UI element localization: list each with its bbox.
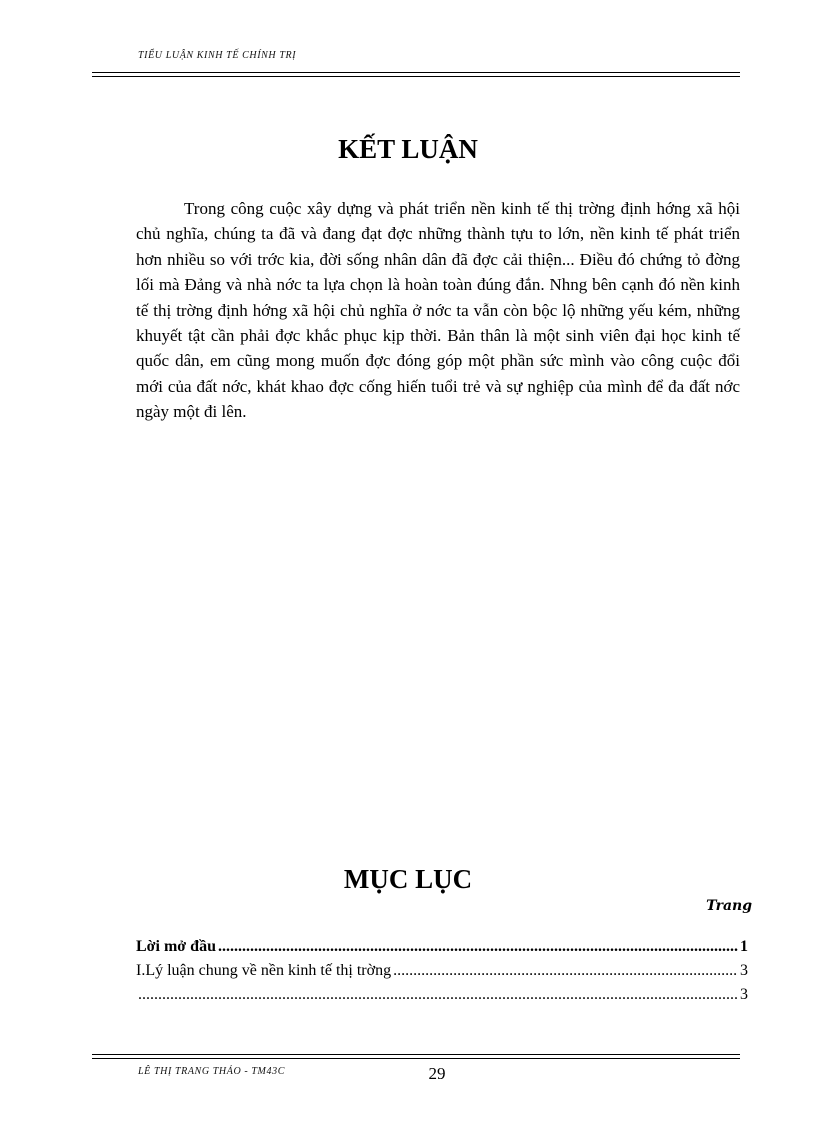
footer-text: LÊ THỊ TRANG THẢO - TM43C xyxy=(138,1066,285,1077)
footer-rule-bottom xyxy=(92,1058,740,1059)
toc-entry-label: I.Lý luận chung về nền kinh tế thị trờng xyxy=(136,962,392,979)
toc-title: MỤC LỤC xyxy=(343,864,473,894)
toc-entry-label: Lời mở đầu xyxy=(136,938,216,955)
conclusion-paragraph: Trong công cuộc xây dựng và phát triển nền kinh tế thị trờng định hớng xã hội chủ nghĩa, chúng ta đã và đang đạt đợc những thành tựu to lớn, nền kinh tế phát triển hơn nhiều so với trớc kia, đời sống nhân dân đã đợc cải thiện... Điều đó chứng tỏ đờng lối mà Đảng và nhà nớc ta lựa chọn là hoàn toàn đúng đắn. Nhng bên cạnh đó nền kinh tế thị trờng định hớng xã hội chủ nghĩa ở nớc ta vẫn còn bộc lộ những yếu kém, những khuyết tật cần phải đợc khắc phục kịp thời. Bản thân là một sinh viên đại học kinh tế quốc dân, em cũng mong muốn đợc đóng góp một phần sức mình vào công cuộc đổi mới của đất nớc, khát khao đợc cống hiến tuổi trẻ và sự nghiệp của mình để đa đất nớc ngày một đi lên. xyxy=(136,199,740,422)
toc-entry[interactable] xyxy=(136,962,748,986)
toc-leader xyxy=(218,938,738,956)
conclusion-title: KẾT LUẬN xyxy=(338,134,478,164)
header-rule-bottom xyxy=(92,76,740,77)
toc-leader xyxy=(138,986,738,1004)
toc-entry[interactable] xyxy=(136,938,748,962)
toc-entry[interactable] xyxy=(136,986,748,1010)
toc-entry-page: 1 xyxy=(740,938,748,955)
toc-entry-page: 3 xyxy=(740,986,748,1003)
toc-list xyxy=(136,938,748,1010)
toc-entry-page: 3 xyxy=(740,962,748,979)
header-text: TIỂU LUẬN KINH TẾ CHÍNH TRỊ xyxy=(138,50,297,61)
header-rule-top xyxy=(92,72,740,73)
toc-page-column-label: Trang xyxy=(706,898,752,914)
page-number: 29 xyxy=(428,1064,446,1083)
footer-rule-top xyxy=(92,1054,740,1055)
toc-leader xyxy=(393,962,738,980)
